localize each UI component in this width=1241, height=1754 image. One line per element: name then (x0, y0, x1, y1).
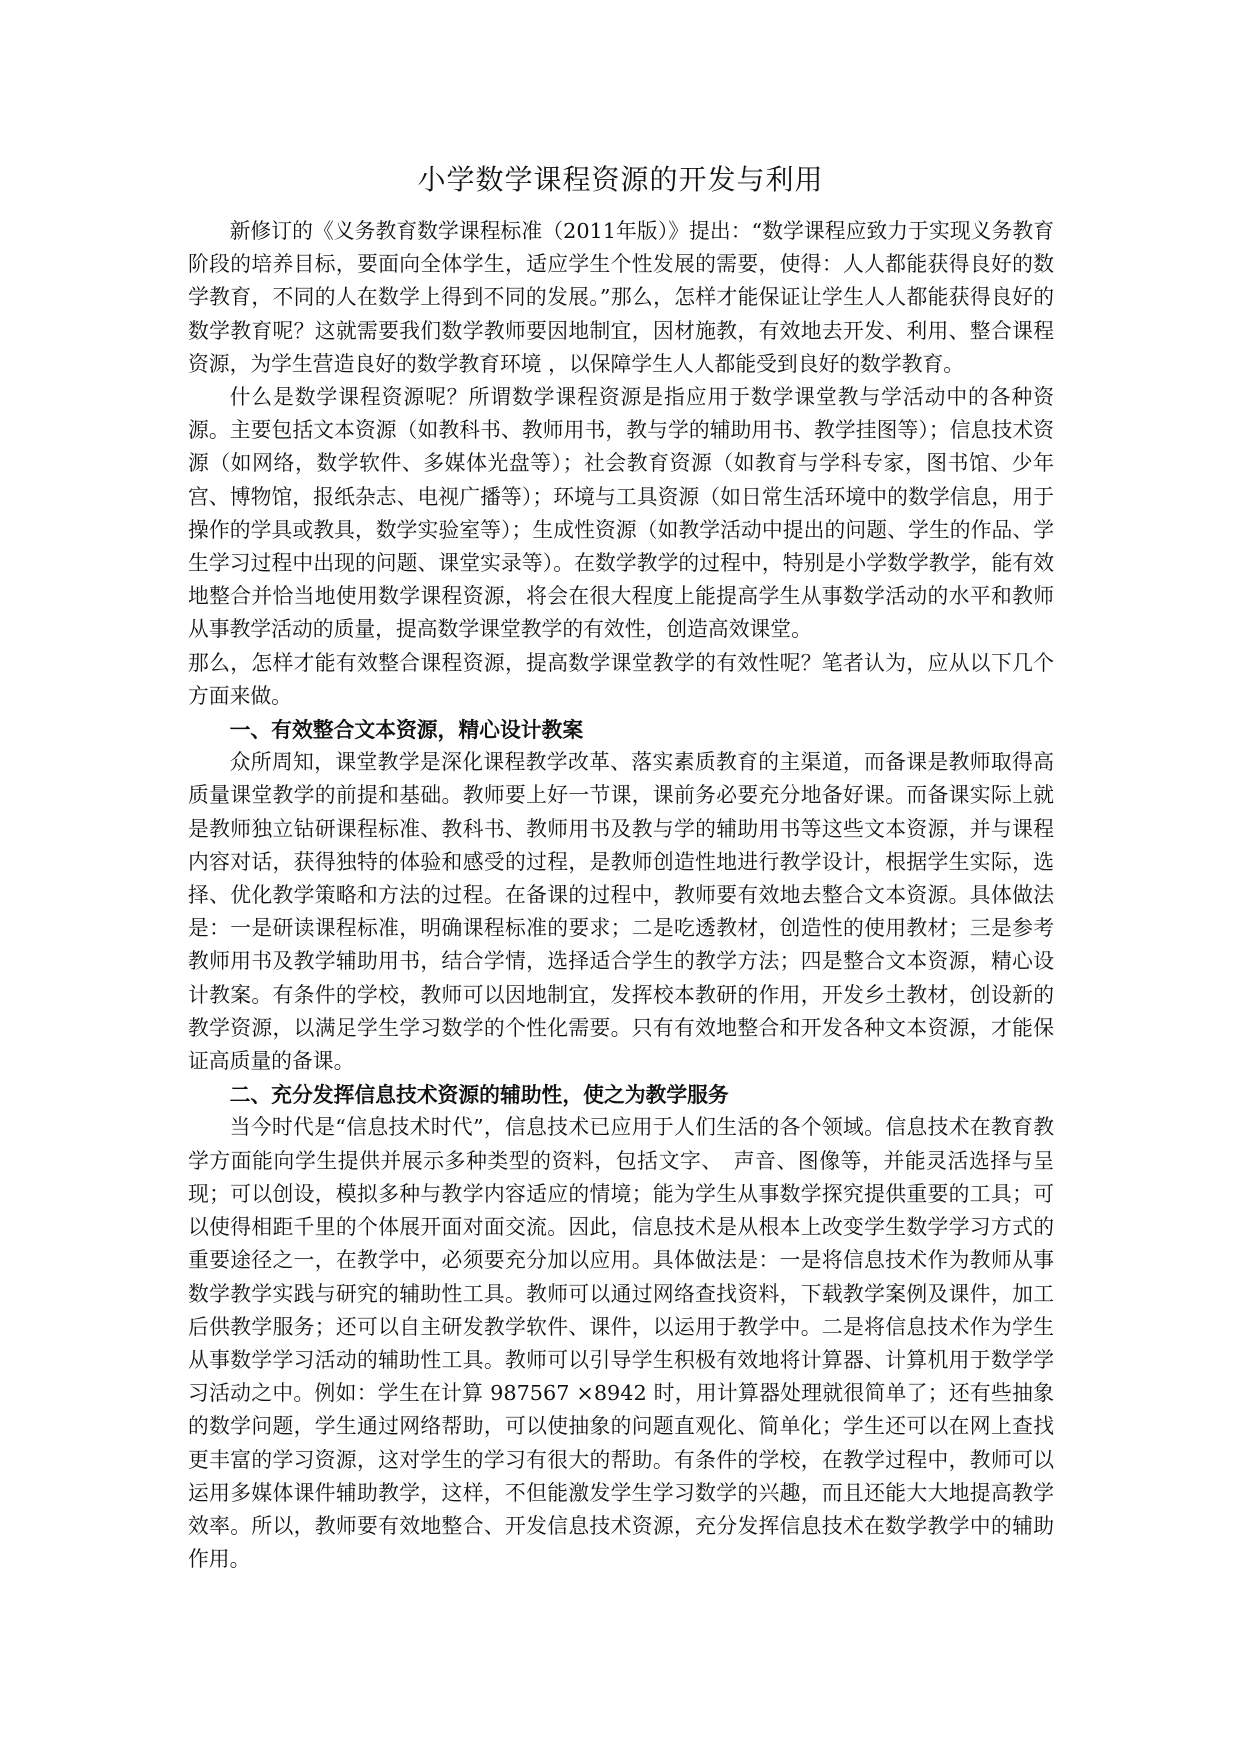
paragraph-intro: 新修订的《义务教育数学课程标准（2011年版）》提出：“数学课程应致力于实现义务教育阶段的培养目标，要面向全体学生，适应学生个性发展的需要，使得：人人都能获得良好的数学教育，不同的人在数学上得到不同的发展。”那么，怎样才能保证让学生人人都能获得良好的数学教育呢？这就需要我们数学教师要因地制宜，因材施教，有效地去开发、利用、整合课程资源，为学生营造良好的数学教育环境 ，以保障学生人人都能受到良好的数学教育。 (188, 219, 1054, 376)
page-title: 小学数学课程资源的开发与利用 (417, 163, 824, 196)
section-heading-2: 二、充分发挥信息技术资源的辅助性，使之为教学服务 (229, 1082, 729, 1108)
paragraph-text-resources: 众所周知，课堂教学是深化课程教学改革、落实素质教育的主渠道，而备课是教师取得高质量课堂教学的前提和基础。教师要上好一节课，课前务必要充分地备好课。而备课实际上就是教师独立钻研课程标准、教科书、教师用书及教与学的辅助用书等这些文本资源，并与课程内容对话，获得独特的体验和感受的过程，是教师创造性地进行教学设计，根据学生实际，选择、优化教学策略和方法的过程。在备课的过程中，教师要有效地去整合文本资源。具体做法是：一是研读课程标准，明确课程标准的要求；二是吃透教材，创造性的使用教材；三是参考教师用书及教学辅助用书，结合学情，选择适合学生的教学方法；四是整合文本资源，精心设计教案。有条件的学校，教师可以因地制宜，发挥校本教研的作用，开发乡土教材，创设新的教学资源，以满足学生学习数学的个性化需要。只有有效地整合和开发各种文本资源，才能保证高质量的备课。 (188, 750, 1054, 1074)
paragraph-question: 那么，怎样才能有效整合课程资源，提高数学课堂教学的有效性呢？笔者认为，应从以下几个方面来做。 (188, 650, 1054, 708)
paragraph-definition: 什么是数学课程资源呢？所谓数学课程资源是指应用于数学课堂教与学活动中的各种资源。主要包括文本资源（如教科书、教师用书，教与学的辅助用书、教学挂图等）；信息技术资源（如网络，数学软件、多媒体光盘等）；社会教育资源（如教育与学科专家，图书馆、少年宫、博物馆，报纸杂志、电视广播等）；环境与工具资源（如日常生活环境中的数学信息，用于操作的学具或教具，数学实验室等）；生成性资源（如教学活动中提出的问题、学生的作品、学生学习过程中出现的问题、课堂实录等）。在数学教学的过程中，特别是小学数学教学，能有效地整合并恰当地使用数学课程资源，将会在很大程度上能提高学生从事数学活动的水平和教师从事教学活动的质量，提高数学课堂教学的有效性，创造高效课堂。 (188, 385, 1054, 642)
section-heading-1: 一、有效整合文本资源，精心设计教案 (229, 717, 584, 743)
paragraph-info-tech: 当今时代是“信息技术时代”，信息技术已应用于人们生活的各个领域。信息技术在教育教学方面能向学生提供并展示多种类型的资料，包括文字、 声音、图像等，并能灵活选择与呈现；可以创设，模拟多种与教学内容适应的情境；能为学生从事数学探究提供重要的工具；可以使得相距千里的个体展开面对面交流。因此，信息技术是从根本上改变学生数学学习方式的重要途径之一，在教学中，必须要充分加以应用。具体做法是：一是将信息技术作为教师从事数学教学实践与研究的辅助性工具。教师可以通过网络查找资料，下载教学案例及课件，加工后供教学服务；还可以自主研发教学软件、课件，以运用于教学中。二是将信息技术作为学生从事数学学习活动的辅助性工具。教师可以引导学生积极有效地将计算器、计算机用于数学学习活动之中。例如：学生在计算 987567 ×8942 时，用计算器处理就很简单了；还有些抽象的数学问题，学生通过网络帮助，可以使抽象的问题直观化、简单化；学生还可以在网上查找更丰富的学习资源，这对学生的学习有很大的帮助。有条件的学校，在教学过程中，教师可以运用多媒体课件辅助教学，这样，不但能激发学生学习数学的兴趣，而且还能大大地提高教学效率。所以，教师要有效地整合、开发信息技术资源，充分发挥信息技术在数学教学中的辅助作用。 (188, 1115, 1054, 1572)
document-body (188, 215, 1054, 1576)
